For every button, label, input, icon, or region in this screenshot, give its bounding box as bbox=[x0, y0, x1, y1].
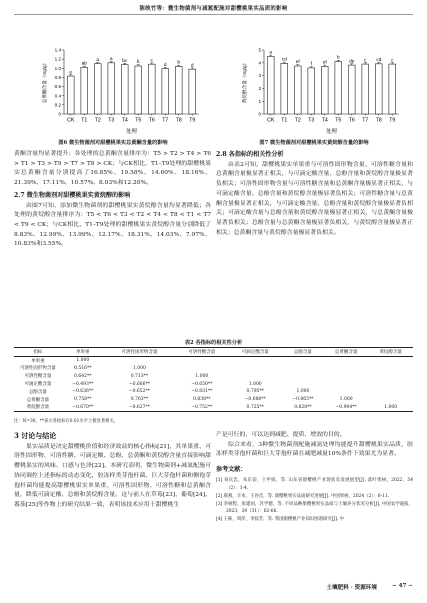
table-2-caption: 表2 各指标的相关性分析 bbox=[184, 340, 243, 346]
table-row bbox=[14, 404, 413, 412]
bar bbox=[308, 68, 315, 114]
bar bbox=[321, 66, 328, 114]
table-cell bbox=[368, 356, 413, 364]
row-label-cell: 单果重 bbox=[31, 358, 45, 364]
table-cell bbox=[368, 388, 413, 396]
row-label-cell: 总酚含量 bbox=[28, 389, 47, 395]
bar bbox=[189, 69, 196, 114]
significance-letter: cd bbox=[376, 58, 382, 64]
bar bbox=[67, 76, 74, 114]
paragraph: 产是可行的，可以达到减肥、提质、增效的目的。 bbox=[216, 432, 346, 438]
table-cell bbox=[368, 372, 413, 380]
figure-7-chart bbox=[240, 44, 405, 136]
table-cell bbox=[324, 356, 369, 364]
bar bbox=[94, 64, 101, 114]
paragraph: 综合来看，3种微生物菌剂配施减氮处理均能提升甜樱桃果实品质，胶冻样类芽孢杆菌和巨大芽孢杆菌在减肥减量10%条件下效果尤为显著。 bbox=[216, 441, 413, 458]
table-cell: −0.493** bbox=[72, 381, 94, 387]
table-cell: 1.000 bbox=[195, 373, 209, 379]
bar bbox=[335, 62, 342, 114]
significance-letter: e bbox=[69, 70, 73, 76]
row-label-cell: 可溶性固形物含量 bbox=[19, 366, 56, 372]
table-row bbox=[14, 396, 413, 404]
x-tick-label: T4 bbox=[121, 117, 128, 124]
significance-letter: b bbox=[136, 60, 140, 66]
row-label-cell: 可溶性糖含量 bbox=[24, 374, 52, 380]
reference-item: [2] 郝燕，辛本，王谷音，等. 甜樱桃果实品质研究进展[J]. 中国果树，2024（2）：6-11. bbox=[216, 493, 390, 499]
table-header-cell: 可滴定酸含量 bbox=[229, 348, 282, 357]
table-cell: 0.795** bbox=[246, 389, 264, 395]
table-cell: −0.627** bbox=[104, 404, 175, 412]
table-cell: 0.713** bbox=[130, 373, 149, 379]
running-head: 陈映竹等：微生物菌剂与减氮配施对甜樱桃果实品质的影响 bbox=[139, 6, 288, 12]
significance-letter: ef bbox=[322, 60, 327, 66]
significance-letter: a bbox=[96, 57, 100, 63]
table-cell bbox=[229, 365, 282, 373]
table-cell: 0.516** bbox=[74, 365, 92, 371]
y-tick-label: 0 bbox=[258, 111, 261, 117]
table-header-cell: 黄烷醇含量 bbox=[368, 348, 413, 357]
y-tick-label: 1.4 bbox=[54, 47, 61, 53]
right-column bbox=[216, 150, 413, 238]
significance-letter: c bbox=[391, 58, 394, 64]
x-tick-label: T1 bbox=[81, 117, 88, 124]
section-3-title: 3 讨论与结论 bbox=[14, 431, 57, 440]
bar bbox=[175, 66, 182, 114]
bar bbox=[108, 63, 115, 114]
bar bbox=[294, 66, 301, 114]
x-tick-label: T3 bbox=[108, 117, 115, 124]
figure-6-chart bbox=[40, 44, 205, 136]
paragraph: 果实品质是决定甜樱桃价值和经济效益的核心指标[21]，其单果重、可溶性固形物、可溶性糖、可滴定酸、总酚、总黄酮和黄烷醇含量直接影响甜樱桃果实的风味、口感与色泽[22]。本研究表明，微生物菌剂+减氮配施可协同调控上述指标的动态变化，胶冻样类芽孢杆菌、巨大芽孢杆菌和侧孢芽孢杆菌均能提高甜樱桃果实单果重、可溶性固形物、可溶性糖和总黄酮含量，降低可滴定酸、总酚和黄烷醇含量。这与前人在草莓[23]、葡萄[24]、番茄[25]等作物上的研究结果一致，表明该技术应用于甜樱桃生 bbox=[14, 443, 211, 508]
journal-name: 土壤肥料 · 资源环境 bbox=[326, 585, 377, 591]
table-cell bbox=[324, 388, 369, 396]
table-cell: 0.763** bbox=[130, 397, 149, 403]
x-tick-label: T6 bbox=[148, 117, 155, 124]
reference-list bbox=[216, 477, 413, 524]
significance-letter: bc bbox=[122, 58, 128, 64]
table-cell: 1.000 bbox=[248, 381, 262, 387]
table-cell: −0.904** bbox=[324, 404, 369, 412]
row-label-cell: 可滴定酸含量 bbox=[24, 382, 52, 388]
bar bbox=[81, 67, 88, 114]
figure-6-caption: 图6 微生物菌剂对甜樱桃果实总黄酮含量的影响 bbox=[58, 140, 168, 146]
table-cell bbox=[324, 372, 369, 380]
table-row bbox=[14, 380, 413, 388]
table-header-cell: 可溶性糖含量 bbox=[175, 348, 228, 357]
bar bbox=[348, 65, 355, 114]
section-2-8-title: 2.8 各指标的相关性分析 bbox=[216, 151, 284, 158]
table-cell bbox=[282, 372, 324, 380]
table-row bbox=[14, 372, 413, 380]
x-axis-label: 处理 bbox=[126, 129, 137, 135]
table-cell bbox=[175, 356, 228, 364]
significance-letter: b bbox=[177, 60, 181, 66]
y-tick-label: 0.2 bbox=[54, 102, 61, 108]
y-tick-label: 5 bbox=[258, 47, 261, 53]
significance-letter: ef bbox=[295, 60, 300, 66]
table-cell: 1.000 bbox=[76, 358, 90, 364]
table-cell: −0.688** bbox=[244, 397, 266, 403]
table-cell bbox=[282, 365, 324, 373]
table-cell: −0.670** bbox=[62, 404, 104, 412]
bar bbox=[375, 64, 382, 114]
left-column bbox=[14, 150, 211, 250]
table-cell bbox=[104, 356, 175, 364]
table-cell bbox=[282, 356, 324, 364]
table-row bbox=[14, 388, 413, 396]
table-cell: −0.636** bbox=[72, 389, 94, 395]
bar bbox=[267, 56, 274, 114]
y-tick-label: 1 bbox=[258, 98, 261, 104]
table-cell: −0.666** bbox=[128, 381, 150, 387]
table-cell: 1.000 bbox=[132, 365, 146, 371]
y-axis-label: 总黄酮含量（mg/g） bbox=[42, 60, 47, 104]
y-tick-label: 3 bbox=[258, 73, 261, 79]
x-tick-label: T9 bbox=[189, 117, 196, 124]
bar bbox=[281, 63, 288, 114]
table-row bbox=[14, 356, 413, 364]
header-rule bbox=[14, 14, 413, 15]
significance-letter: d bbox=[163, 62, 167, 68]
table-header-cell: 总黄酮含量 bbox=[324, 348, 369, 357]
bar bbox=[135, 66, 142, 114]
paragraph: 由表2可知，甜樱桃果实单果重与可溶性固形物含量、可溶性糖含量和总黄酮含量极显著正相关，与可滴定酸含量、总酚含量和黄烷醇含量极显著负相关；可溶性固形物含量与可溶性糖含量和总黄酮含量极显著正相关，与可滴定酸含量、总酚含量和黄烷醇含量极显著负相关；可溶性糖含量与总黄酮含量极显著正相关，与可滴定酸含量、总酚含量和黄烷醇含量极显著负相关；可滴定酸含量与总酚含量和黄烷醇含量极显著正相关，与总黄酮含量极显著负相关；总酚含量与总黄酮含量极显著负相关，与黄烷醇含量极显著正相关；总黄酮含量与黄烷醇含量极显著负相关。 bbox=[216, 161, 413, 236]
table-cell: 0.838** bbox=[193, 397, 211, 403]
table-cell: −0.652** bbox=[128, 389, 150, 395]
table-cell: 0.828** bbox=[282, 404, 324, 412]
x-tick-label: T4 bbox=[321, 117, 328, 124]
table-cell: 1.000 bbox=[368, 404, 413, 412]
x-tick-label: CK bbox=[67, 117, 75, 124]
section-3-right bbox=[216, 431, 413, 524]
x-tick-label: T6 bbox=[348, 117, 355, 124]
significance-letter: a bbox=[109, 57, 113, 63]
table-cell bbox=[324, 380, 369, 388]
y-tick-label: 0 bbox=[58, 111, 61, 117]
bar bbox=[162, 69, 169, 114]
x-tick-label: T7 bbox=[362, 117, 369, 124]
x-tick-label: T9 bbox=[389, 117, 396, 124]
y-tick-label: 4 bbox=[258, 60, 261, 66]
significance-letter: f bbox=[310, 62, 312, 68]
significance-letter: cd bbox=[281, 57, 287, 63]
x-tick-label: T7 bbox=[162, 117, 169, 124]
significance-letter: c bbox=[364, 58, 367, 64]
x-tick-label: CK bbox=[267, 117, 275, 124]
reference-item: [3] 李树程，张建国，苏学德，等. 不同品种甜樱桃果实品质与土壤养分状况分析[J]. 中国农学通报，2023，39（31）：62-66. bbox=[216, 501, 413, 515]
table-cell bbox=[324, 365, 369, 373]
significance-letter: c bbox=[150, 58, 153, 64]
x-tick-label: T8 bbox=[175, 117, 182, 124]
x-tick-label: T5 bbox=[135, 117, 142, 124]
x-tick-label: T8 bbox=[375, 117, 382, 124]
significance-letter: ab bbox=[81, 61, 87, 67]
table-cell bbox=[368, 396, 413, 404]
x-tick-label: T3 bbox=[308, 117, 315, 124]
table-cell: −0.650** bbox=[191, 381, 213, 387]
table-cell: 0.642** bbox=[74, 373, 92, 379]
x-tick-label: T1 bbox=[281, 117, 288, 124]
table-cell: 0.758** bbox=[74, 397, 92, 403]
section-3-left bbox=[14, 431, 211, 511]
table-header-cell: 指标 bbox=[14, 348, 62, 357]
table-cell: −0.752** bbox=[175, 404, 228, 412]
significance-letter: b bbox=[336, 55, 340, 61]
significance-letter: d bbox=[190, 63, 194, 69]
section-2-7-title: 2.7 微生物菌剂对甜樱桃果实黄烷醇的影响 bbox=[14, 191, 131, 199]
bar bbox=[389, 64, 396, 114]
table-cell bbox=[229, 372, 282, 380]
y-tick-label: 0.4 bbox=[54, 93, 61, 99]
bar bbox=[121, 65, 128, 114]
paragraph: 由图7可知，添加微生物菌剂的甜樱桃果实黄烷醇含量均显著降低；各处理的黄烷醇含量排序为：T5 < T6 < T3 < T2 < T4 < T8 < T1 < T7 < T9 < CK；与CK相比，T1–T9处理的甜樱桃果实黄烷醇含量分别降低了8.83%、12.99%、13.99%、12.17%、18.31%、14.03%、7.97%、10.83%和3.55%。 bbox=[14, 202, 211, 248]
bar bbox=[148, 64, 155, 114]
y-tick-label: 0.8 bbox=[54, 75, 61, 81]
y-tick-label: 0.6 bbox=[54, 84, 61, 90]
table-cell: 0.725** bbox=[229, 404, 282, 412]
significance-letter: a bbox=[269, 50, 273, 56]
bar bbox=[362, 64, 369, 114]
table-cell bbox=[368, 380, 413, 388]
row-label-cell: 黄烷醇含量 bbox=[14, 404, 62, 412]
table-cell bbox=[282, 380, 324, 388]
table-cell bbox=[175, 365, 228, 373]
x-tick-label: T2 bbox=[294, 117, 301, 124]
figure-7-caption: 图7 微生物菌剂对甜樱桃果实黄烷醇含量的影响 bbox=[259, 140, 369, 146]
y-axis-label: 黄烷醇含量（mg/g） bbox=[242, 60, 247, 104]
paragraph: 黄酮含量均显著提升；各处理的总黄酮含量排序为：T5 > T2 > T4 > T6 > T1 > T3 > T9 > T7 > T8 > CK；与CK相比，T1–T9处理的甜樱桃果实总黄酮含量分别提高了16.85%、19.58%、14.60%、18.16%、21.39%、17.11%、10.57%、8.03%和12.20%。 bbox=[14, 151, 211, 187]
y-tick-label: 1.0 bbox=[54, 65, 61, 71]
table-cell: 1.000 bbox=[339, 397, 353, 403]
significance-letter: de bbox=[349, 59, 355, 65]
y-tick-label: 2 bbox=[258, 86, 261, 91]
x-tick-label: T2 bbox=[94, 117, 101, 124]
table-header-cell: 总酚含量 bbox=[282, 348, 324, 357]
y-tick-label: 1.2 bbox=[54, 56, 61, 62]
references-title: 参考文献： bbox=[216, 466, 247, 474]
table-cell: −0.865** bbox=[292, 397, 314, 403]
table-cell: −0.831** bbox=[191, 389, 213, 395]
x-tick-label: T5 bbox=[335, 117, 342, 124]
table-2 bbox=[14, 347, 413, 412]
table-cell bbox=[368, 365, 413, 373]
reference-item: [1] 刘庆忠，朱东姿，王甲威，等. 山东省甜樱桃产业现状及发展展望[J]. 落叶果树，2022，54（2）：1-4. bbox=[216, 477, 413, 491]
page-number: − 47 − bbox=[391, 583, 413, 589]
table-2-note: 注：N=30。**表示各指标在0.01水平上极显著相关。 bbox=[14, 419, 119, 424]
table-row bbox=[14, 365, 413, 373]
reference-item: [4] 王栋，周萍，李骑芳，等. 我国甜樱桃产业知识图谱研究[J]. 中 bbox=[216, 517, 345, 523]
table-header-cell: 可溶性固形物含量 bbox=[104, 348, 175, 357]
x-axis-label: 处理 bbox=[326, 129, 337, 135]
table-cell bbox=[229, 356, 282, 364]
row-label-cell: 总黄酮含量 bbox=[26, 397, 50, 403]
table-header-cell: 单果重 bbox=[62, 348, 104, 357]
table-cell: 1.000 bbox=[296, 389, 310, 395]
